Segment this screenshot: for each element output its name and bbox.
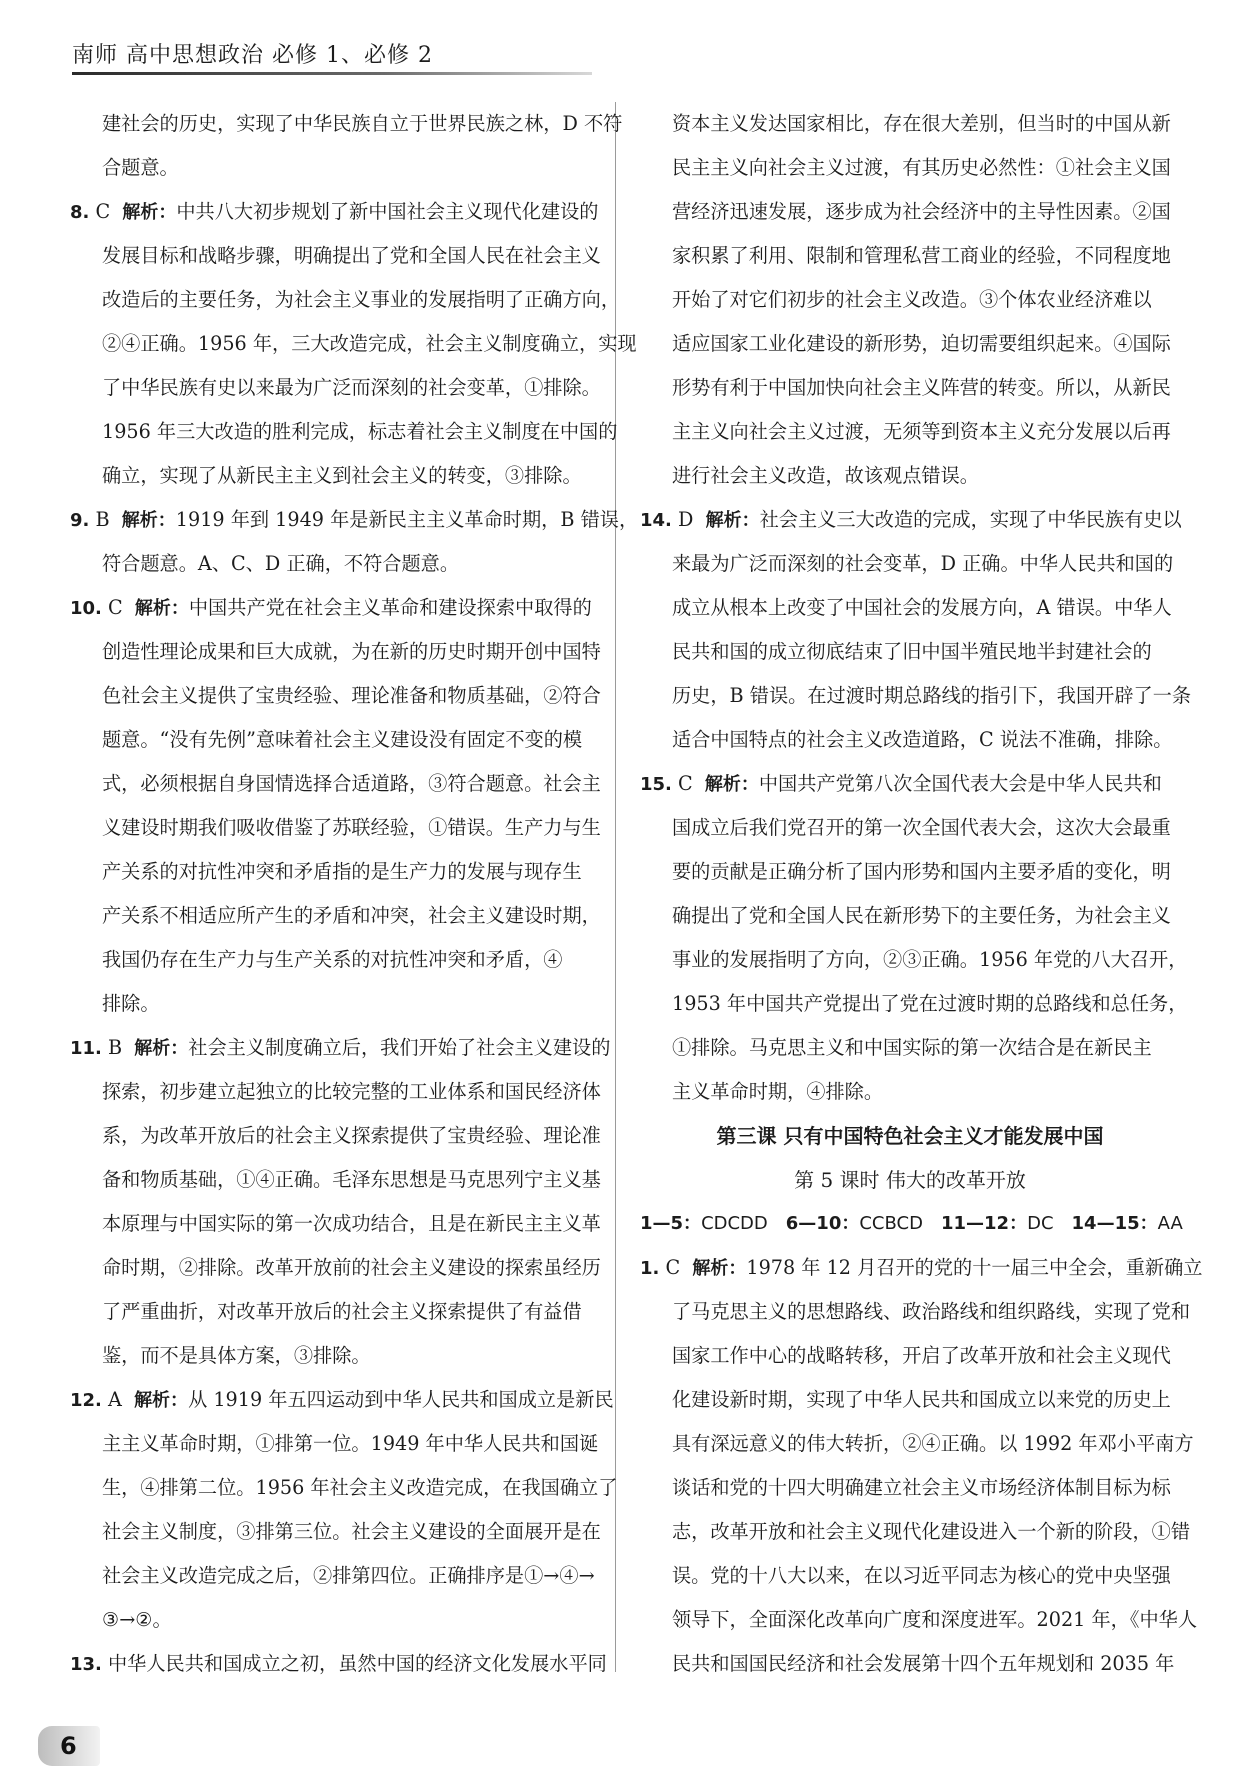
line-text: 事业的发展指明了方向，②③正确。1956 年党的八大召开， [672,948,1188,971]
text-line [640,806,1180,850]
text-line [640,1026,1180,1070]
text-line [70,102,623,146]
line-text: 了马克思主义的思想路线、政治路线和组织路线，实现了党和 [672,1300,1191,1323]
line-text: 志，改革开放和社会主义现代化建设进入一个新的阶段，①错 [672,1520,1191,1543]
line-text: 生，④排第二位。1956 年社会主义改造完成，在我国确立了 [102,1476,618,1499]
text-line [70,806,610,850]
right-column [640,102,1203,1686]
text-line [70,1070,610,1114]
question-answer: C [101,596,123,619]
line-text: 来最为广泛而深刻的社会变革，D 正确。中华人民共和国的 [672,552,1174,575]
right-column-top [640,102,1192,1114]
text-line [70,278,621,322]
text-line [640,1070,1180,1114]
line-text: 合题意。 [102,156,179,179]
question-number: 15. [640,774,672,795]
line-text: 社会主义改造完成之后，②排第四位。正确排序是①→④→ [102,1564,595,1587]
question-answer: B [101,1036,123,1059]
line-text: 社会主义制度，③排第三位。社会主义建设的全面展开是在 [102,1520,601,1543]
text-line [640,366,1180,410]
line-text: ②④正确。1956 年，三大改造完成，社会主义制度确立，实现 [102,332,637,355]
text-line [70,1290,610,1334]
question-number: 10. [70,598,102,619]
text-line [640,982,1188,1026]
left-column [70,102,639,1686]
question-number: 14. [640,510,672,531]
text-line [70,674,610,718]
line-text: 了中华民族有史以来最为广泛而深刻的社会变革，①排除。 [102,376,601,399]
text-line [70,1378,614,1422]
text-line [70,1642,610,1686]
line-text: 民主主义向社会主义过渡，有其历史必然性：①社会主义国 [672,156,1171,179]
answer-value: CDCDD [701,1213,768,1234]
text-line [640,630,1180,674]
text-line [640,718,1180,762]
line-text: 社会主义三大改造的完成，实现了中华民族有史以 [759,508,1182,531]
line-text: 中国共产党在社会主义革命和建设探索中取得的 [188,596,592,619]
line-text: 本原理与中国实际的第一次成功结合，且是在新民主主义革 [102,1212,601,1235]
answer-range: 14—15： [1071,1213,1158,1234]
text-line [70,498,639,542]
header-rule [72,72,592,75]
line-text: 创造性理论成果和巨大成就，为在新的历史时期开创中国特 [102,640,601,663]
line-text: 社会主义制度确立后，我们开始了社会主义建设的 [188,1036,611,1059]
text-line [70,850,610,894]
line-text: 中华人民共和国成立之初，虽然中国的经济文化发展水平同 [101,1652,607,1675]
lesson-subheading: 第 5 课时 伟大的改革开放 [794,1168,1026,1192]
line-text: 义建设时期我们吸收借鉴了苏联经验，①错误。生产力与生 [102,816,601,839]
line-text: 探索，初步建立起独立的比较完整的工业体系和国民经济体 [102,1080,601,1103]
line-text: 我国仍存在生产力与生产关系的对抗性冲突和矛盾，④ [102,948,563,971]
line-text: 开始了对它们初步的社会主义改造。③个体农业经济难以 [672,288,1152,311]
line-text: 备和物质基础，①④正确。毛泽东思想是马克思列宁主义基 [102,1168,601,1191]
text-line [640,1246,1203,1290]
text-line [70,1510,610,1554]
analysis-label: 解析： [134,1390,189,1411]
line-text: 领导下，全面深化改革向广度和深度进军。2021 年，《中华人 [672,1608,1198,1631]
text-line [70,190,610,234]
question-answer: C [89,200,111,223]
text-line [640,1466,1180,1510]
text-line [70,762,610,806]
text-line [640,1290,1191,1334]
text-line [640,322,1180,366]
page-header [72,36,592,76]
text-line [70,322,637,366]
line-text: 1978 年 12 月召开的党的十一届三中全会，重新确立 [746,1256,1203,1279]
text-line [640,1510,1191,1554]
line-text: 题意。“没有先例”意味着社会主义建设没有固定不变的模 [102,728,583,751]
text-line [640,278,1180,322]
text-line [640,498,1180,542]
analysis-label: 解析： [122,202,177,223]
analysis-label: 解析： [704,774,759,795]
line-text: 中国共产党第八次全国代表大会是中华人民共和 [758,772,1162,795]
line-text: 具有深远意义的伟大转折，②④正确。以 1992 年邓小平南方 [672,1432,1194,1455]
text-line [70,454,610,498]
line-text: 主义革命时期，④排除。 [672,1080,884,1103]
text-line [70,894,610,938]
line-text: 适应国家工业化建设的新形势，迫切需要组织起来。④国际 [672,332,1171,355]
text-line [70,1598,610,1642]
line-text: 主主义革命时期，①排第一位。1949 年中华人民共和国诞 [102,1432,599,1455]
question-answer: B [89,508,110,531]
line-text: 发展目标和战略步骤，明确提出了党和全国人民在社会主义 [102,244,601,267]
line-text: 形势有利于中国加快向社会主义阵营的转变。所以，从新民 [672,376,1171,399]
line-text: 产关系不相适应所产生的矛盾和冲突，社会主义建设时期， [102,904,601,927]
line-text: 进行社会主义改造，故该观点错误。 [672,464,979,487]
answer-group [640,1213,768,1234]
line-text: 中共八大初步规划了新中国社会主义现代化建设的 [176,200,599,223]
line-text: 建社会的历史，实现了中华民族自立于世界民族之林，D 不符 [102,112,623,135]
line-text: 命时期，②排除。改革开放前的社会主义建设的探索虽经历 [102,1256,601,1279]
line-text: 国成立后我们党召开的第一次全国代表大会，这次大会最重 [672,816,1171,839]
text-line [640,234,1180,278]
lesson-heading: 第三课 只有中国特色社会主义才能发展中国 [716,1124,1104,1148]
text-line [70,146,610,190]
analysis-label: 解析： [705,510,760,531]
text-line [70,1466,618,1510]
line-text: 化建设新时期，实现了中华人民共和国成立以来党的历史上 [672,1388,1171,1411]
text-line [640,1598,1198,1642]
text-line [70,1202,610,1246]
header-title: 南师 高中思想政治 必修 1、必修 2 [72,43,433,68]
text-line [640,454,1180,498]
answer-value: CCBCD [859,1213,923,1234]
line-text: 适合中国特点的社会主义改造道路，C 说法不准确，排除。 [672,728,1173,751]
line-text: 1919 年到 1949 年是新民主主义革命时期，B 错误， [175,508,639,531]
text-line [70,366,610,410]
text-line [70,938,610,982]
answer-value: DC [1027,1213,1054,1234]
line-text: 1956 年三大改造的胜利完成，标志着社会主义制度在中国的 [102,420,618,443]
line-text: ①排除。马克思主义和中国实际的第一次结合是在新民主 [672,1036,1152,1059]
line-text: 改造后的主要任务，为社会主义事业的发展指明了正确方向， [102,288,621,311]
line-text: 产关系的对抗性冲突和矛盾指的是生产力的发展与现存生 [102,860,582,883]
answer-value: AA [1157,1213,1183,1234]
question-number: 8. [70,202,90,223]
answer-key [640,1202,1183,1246]
line-text: 式，必须根据自身国情选择合适道路，③符合题意。社会主 [102,772,601,795]
line-text: 历史，B 错误。在过渡时期总路线的指引下，我国开辟了一条 [672,684,1192,707]
line-text: 民共和国国民经济和社会发展第十四个五年规划和 2035 年 [672,1652,1175,1675]
question-number: 12. [70,1390,102,1411]
question-number: 11. [70,1038,102,1059]
text-line [640,1554,1180,1598]
text-line [70,1422,610,1466]
analysis-label: 解析： [134,598,189,619]
line-text: 国家工作中心的战略转移，开启了改革开放和社会主义现代 [672,1344,1171,1367]
text-line [640,102,1180,146]
line-text: 主主义向社会主义过渡，无须等到资本主义充分发展以后再 [672,420,1171,443]
line-text: 谈话和党的十四大明确建立社会主义市场经济体制目标为标 [672,1476,1171,1499]
text-line [640,410,1180,454]
text-line [70,630,610,674]
line-text: 资本主义发达国家相比，存在很大差别，但当时的中国从新 [672,112,1171,135]
line-text: 确立，实现了从新民主主义到社会主义的转变，③排除。 [102,464,582,487]
text-line [70,1158,610,1202]
text-line [640,1378,1180,1422]
line-text: 确提出了党和全国人民在新形势下的主要任务，为社会主义 [672,904,1171,927]
question-number: 9. [70,510,90,531]
text-line [640,850,1180,894]
text-line [70,718,610,762]
answer-group [786,1213,923,1234]
text-line [70,1334,610,1378]
text-line [70,1114,610,1158]
answer-group [941,1213,1054,1234]
answer-range: 11—12： [940,1213,1028,1234]
text-line [70,586,610,630]
line-text: 民共和国的成立彻底结束了旧中国半殖民地半封建社会的 [672,640,1152,663]
text-line [640,542,1180,586]
answer-range: 1—5： [640,1213,702,1234]
text-line [640,938,1188,982]
line-text: 要的贡献是正确分析了国内形势和国内主要矛盾的变化，明 [672,860,1171,883]
text-line [640,1422,1194,1466]
line-text: 营经济迅速发展，逐步成为社会经济中的主导性因素。②国 [672,200,1171,223]
line-text: 排除。 [102,992,160,1015]
text-line [70,982,610,1026]
text-line [70,542,610,586]
line-text: 成立从根本上改变了中国社会的发展方向，A 错误。中华人 [672,596,1172,619]
line-text: 家积累了利用、限制和管理私营工商业的经验，不同程度地 [672,244,1171,267]
text-line [640,190,1180,234]
text-line [640,1642,1180,1686]
question-answer: C [671,772,693,795]
question-answer: D [671,508,694,531]
line-text: 从 1919 年五四运动到中华人民共和国成立是新民 [188,1388,614,1411]
line-text: 误。党的十八大以来，在以习近平同志为核心的党中央坚强 [672,1564,1171,1587]
text-line [70,1026,610,1070]
analysis-label: 解析： [134,1038,189,1059]
line-text: ③→②。 [102,1608,172,1631]
answer-group [1072,1213,1183,1234]
line-text: 色社会主义提供了宝贵经验、理论准备和物质基础，②符合 [102,684,601,707]
text-line [640,894,1180,938]
text-line [70,1554,610,1598]
line-text: 1953 年中国共产党提出了党在过渡时期的总路线和总任务， [672,992,1188,1015]
text-line [640,1334,1180,1378]
text-line [640,146,1180,190]
question-number: 13. [70,1654,102,1675]
question-answer: A [101,1388,122,1411]
question-number: 1. [640,1258,660,1279]
line-text: 鉴，而不是具体方案，③排除。 [102,1344,371,1367]
text-line [70,1246,610,1290]
analysis-label: 解析： [121,510,176,531]
line-text: 符合题意。A、C、D 正确，不符合题意。 [102,552,460,575]
text-line [640,674,1192,718]
question-answer: C [659,1256,681,1279]
page-number: 6 [60,1732,77,1760]
text-line [70,234,610,278]
text-line [640,762,1180,806]
analysis-label: 解析： [692,1258,747,1279]
text-line [70,410,618,454]
text-line [640,586,1180,630]
line-text: 了严重曲折，对改革开放后的社会主义探索提供了有益借 [102,1300,582,1323]
line-text: 系，为改革开放后的社会主义探索提供了宝贵经验、理论准 [102,1124,601,1147]
answer-range: 6—10： [785,1213,860,1234]
page-number-badge [38,1726,100,1766]
right-column-bottom [640,1246,1203,1686]
